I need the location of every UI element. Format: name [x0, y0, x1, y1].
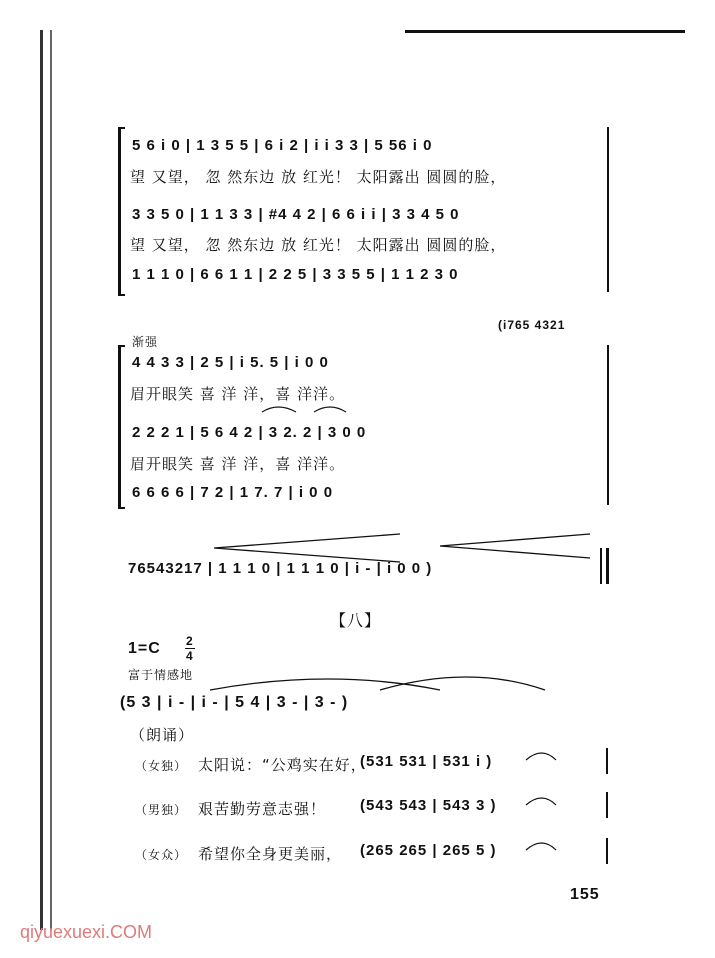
- system1-row3-notes: 1 1 1 0 | 6 6 1 1 | 2 2 5 | 3 3 5 5 | 1 1 2 3 0: [132, 266, 459, 283]
- line1-notes: (531 531 | 531 i ): [360, 753, 493, 770]
- tie-line2: [526, 798, 556, 805]
- time-signature-bottom: 4: [186, 649, 194, 663]
- system1-row2-lyric: 望 又望， 忽 然东边 放 红光！ 太阳露出 圆圆的脸，: [130, 236, 507, 254]
- crescendo-hairpin: [214, 534, 400, 562]
- line3-role: （女众）: [135, 848, 188, 862]
- system1-row2-notes: 3 3 5 0 | 1 1 3 3 | #4 4 2 | 6 6 i i | 3 3 4 5 0: [132, 206, 460, 223]
- section-title: 【八】: [330, 611, 382, 630]
- interlude-final-barline-2: [606, 548, 609, 584]
- time-signature-top: 2: [186, 634, 194, 648]
- line3-notes: (265 265 | 265 5 ): [360, 842, 497, 859]
- line1-barline: [606, 748, 608, 774]
- tie-intro-2: [380, 677, 545, 690]
- system2-row2-notes: 2 2 2 1 | 5 6 4 2 | 3 2. 2 | 3 0 0: [132, 424, 367, 441]
- page-number: 155: [570, 886, 600, 903]
- dynamic-marking: 渐强: [132, 335, 159, 349]
- intro-notes: (5 3 | i - | i - | 5 4 | 3 - | 3 - ): [120, 694, 349, 711]
- system1-row1-lyric: 望 又望， 忽 然东边 放 红光！ 太阳露出 圆圆的脸，: [130, 168, 507, 186]
- slur-5-6: [262, 407, 296, 412]
- watermark: qiyuexuexi.COM: [20, 922, 153, 942]
- line1-role: （女独）: [135, 759, 188, 773]
- system1-row1-notes: 5 6 i 0 | 1 3 5 5 | 6 i 2 | i i 3 3 | 5 56 i 0: [132, 137, 433, 154]
- system2-row1-lyric: 眉开眼笑 喜 洋 洋，喜 洋洋。: [130, 385, 346, 403]
- line1-text: 太阳说：“公鸡实在好，: [198, 756, 367, 774]
- interlude-final-barline-1: [600, 548, 602, 584]
- system2-row2-lyric: 眉开眼笑 喜 洋 洋，喜 洋洋。: [130, 455, 346, 473]
- key-signature: 1=C: [128, 640, 161, 657]
- system2-top-note: (i765 4321: [498, 318, 566, 332]
- system2-row1-notes: 4 4 3 3 | 2 5 | i 5. 5 | i 0 0: [132, 354, 329, 371]
- expression-marking: 富于情感地: [128, 668, 194, 682]
- interlude-notes: 76543217 | 1 1 1 0 | 1 1 1 0 | i - | i 0 0 ): [128, 560, 433, 577]
- decrescendo-hairpin: [440, 534, 590, 558]
- tie-line3: [526, 843, 556, 850]
- line3-barline: [606, 838, 608, 864]
- line2-notes: (543 543 | 543 3 ): [360, 797, 497, 814]
- recite-label: （朗诵）: [130, 726, 195, 744]
- tie-intro-1: [210, 679, 440, 690]
- line2-role: （男独）: [135, 803, 188, 817]
- system2-row3-notes: 6 6 6 6 | 7 2 | 1 7. 7 | i 0 0: [132, 484, 334, 501]
- tie-line1: [526, 753, 556, 760]
- line2-text: 艰苦勤劳意志强！: [198, 800, 327, 818]
- line2-barline: [606, 792, 608, 818]
- slur-4-2: [314, 407, 346, 412]
- line3-text: 希望你全身更美丽，: [198, 845, 343, 863]
